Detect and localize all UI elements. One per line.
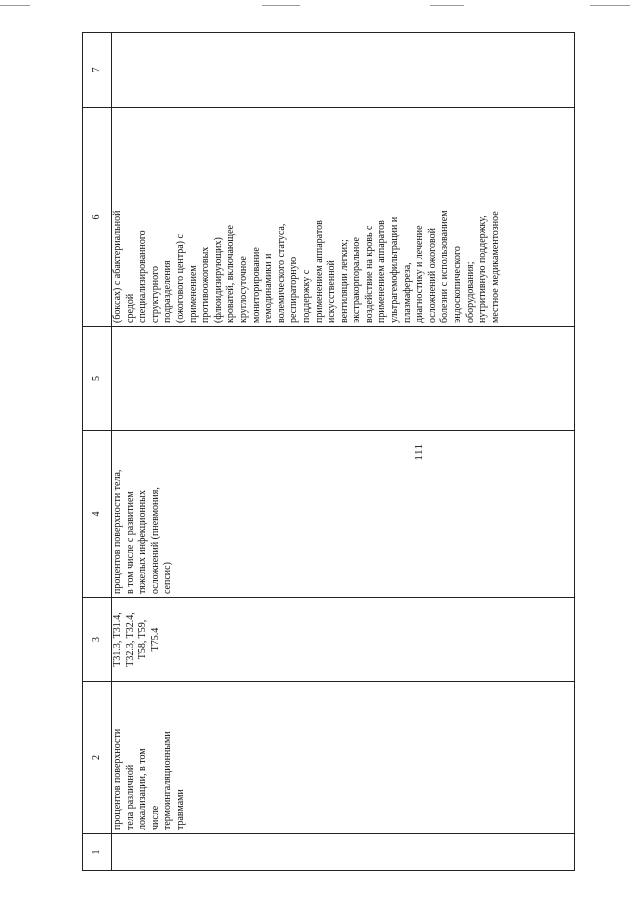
cell-patient-model: процентов поверхности тела, в том числе с развитием тяжелых инфекционных осложнений (пневмония, сепсис) (112, 431, 575, 598)
scan-artifact-line (262, 5, 300, 6)
cell-cost (112, 33, 575, 108)
medical-care-table (82, 32, 575, 871)
column-header-2: 2 (83, 682, 112, 834)
rotated-table-container (82, 33, 575, 871)
column-header-1: 1 (83, 834, 112, 871)
header-row (83, 33, 112, 871)
scan-artifact-line (590, 5, 630, 6)
scan-artifact-line (430, 5, 464, 6)
table-row (112, 33, 575, 871)
column-header-7: 7 (83, 33, 112, 108)
cell-treatment-type (112, 327, 575, 431)
column-header-4: 4 (83, 431, 112, 598)
cell-icd-codes: T31.3, T31.4, T32.3, T32.4, T58, T59, T75.4 (112, 598, 575, 682)
column-header-6: 6 (83, 108, 112, 327)
column-header-3: 3 (83, 598, 112, 682)
column-header-5: 5 (83, 327, 112, 431)
scan-artifact-line (0, 5, 30, 6)
page-number: 111 (413, 443, 425, 461)
cell-number (112, 834, 575, 871)
cell-treatment-method: (боксах) с абактериальной средой специализированного структурного подразделения (ожогового центра) с применением противоожоговых (флюидизирующих) кроватей, включающее круглосуточное мониторирование гемодинамики и волемического статуса, респираторную поддержку с применением аппаратов искусственной вентиляции легких; экстракорпоральное воздействие на кровь с применением аппаратов ультрагемофильтрации и плазмафереза, диагностику и лечение осложнений ожоговой болезни с использованием эндоскопического оборудования; нутритивную поддержку, местное медикаментозное (112, 108, 575, 327)
cell-diagnosis: процентов поверхности тела различной локализации, в том числе термоингаляционными травмами (112, 682, 575, 834)
